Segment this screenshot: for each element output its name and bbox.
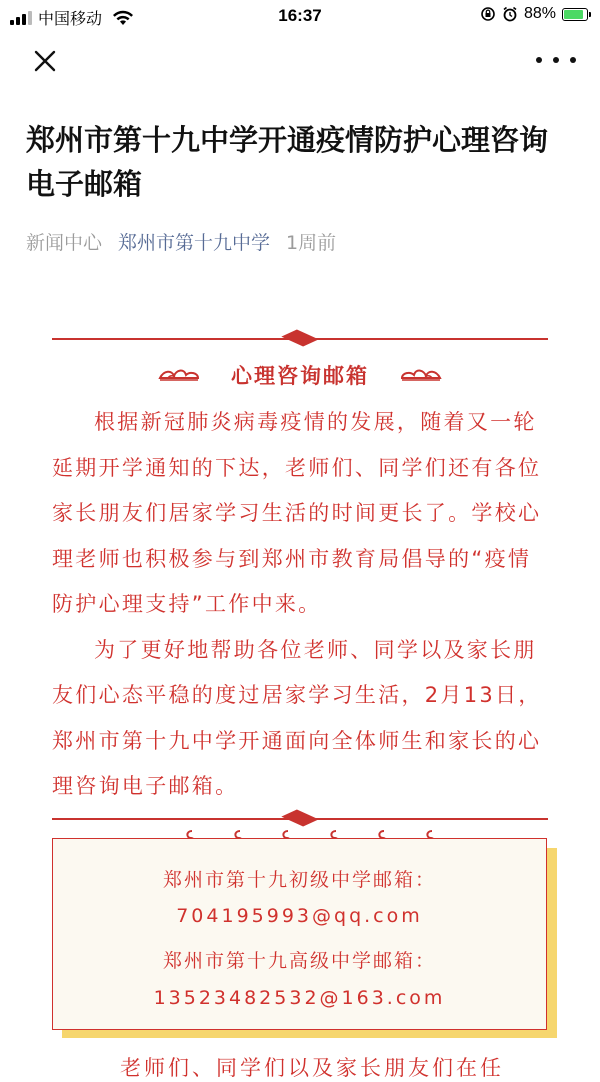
nav-bar [0,36,600,86]
paragraph: 为了更好地帮助各位老师、同学以及家长朋友们心态平稳的度过居家学习生活，2月13日，郑州市第十九中学开通面向全体师生和家长的心理咨询电子邮箱。 [52,637,542,798]
section-heading [0,360,600,390]
more-button[interactable] [536,48,576,72]
close-button[interactable] [28,44,62,78]
junior-email-label: 郑州市第十九初级中学邮箱： [162,869,436,891]
status-bar [0,0,600,34]
article-meta [26,228,336,255]
diamond-ornament [281,810,318,827]
more-icon-dot [536,57,542,63]
battery-level [564,10,583,19]
carrier-name: 中国移动 [38,11,103,28]
more-icon-dot [570,57,576,63]
article-title: 郑州市第十九中学开通疫情防护心理咨询电子邮箱 [26,123,549,201]
close-icon [28,44,62,78]
article-source: 新闻中心 [26,232,103,254]
ornament-divider [52,812,548,826]
battery-icon [562,8,588,21]
email-box [52,838,547,1030]
orientation-lock-icon [480,6,496,22]
paragraph: 根据新冠肺炎病毒疫情的发展，随着又一轮延期开学通知的下达，老师们、同学们还有各位家长朋友们居家学习生活的时间更长了。学校心理老师也积极参与到郑州市教育局倡导的“疫情防护心理支持”工作中来。 [52,410,542,616]
more-icon-dot [553,57,559,63]
battery-percent: 88% [523,5,556,22]
senior-email-address[interactable]: 13523482532@163.com [153,987,446,1009]
article-body [52,400,552,810]
junior-email-address[interactable]: 704195993@qq.com [176,905,423,927]
alarm-icon [502,6,518,22]
cloud-ornament-right-icon [400,366,442,384]
article-author-link[interactable]: 郑州市第十九中学 [118,232,271,254]
section-heading-text: 心理咨询邮箱 [231,364,369,388]
status-time: 16:37 [278,6,322,25]
senior-email-label: 郑州市第十九高级中学邮箱： [162,950,436,972]
diamond-ornament [281,330,318,347]
article-time: 1周前 [286,232,337,254]
cloud-ornament-left-icon [158,366,200,384]
status-right [480,5,588,23]
partial-paragraph-line: 老师们、同学们以及家长朋友们在任 [120,1056,504,1080]
ornament-divider [52,332,548,346]
